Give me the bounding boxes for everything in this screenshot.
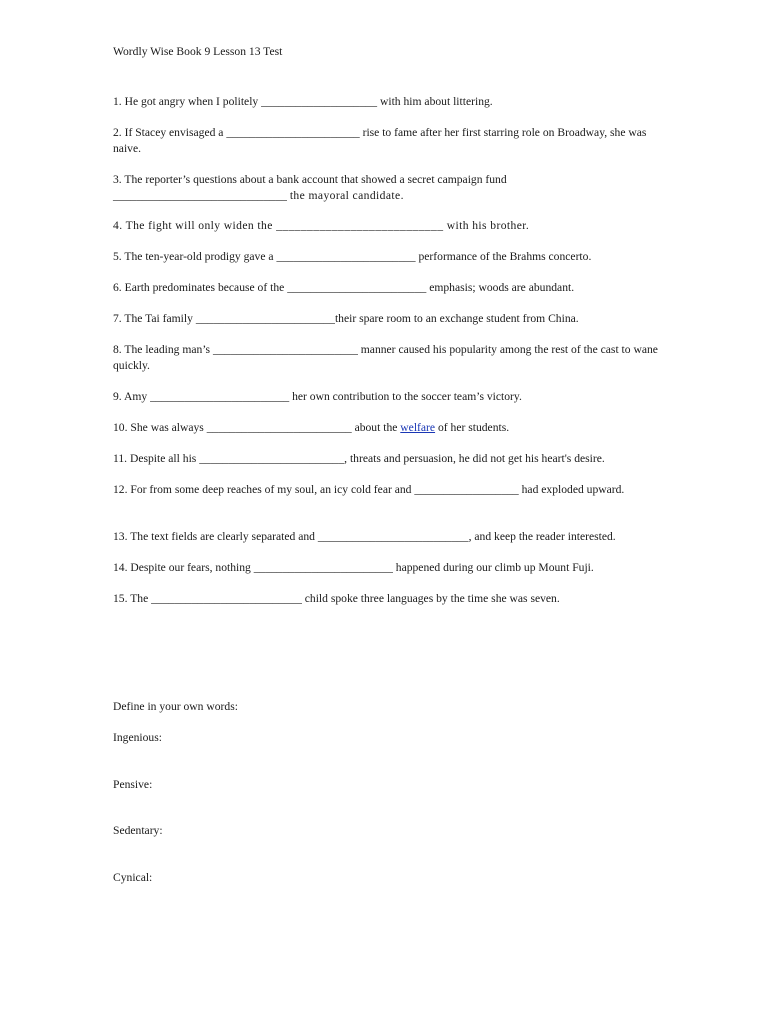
define-word-ingenious: Ingenious: — [113, 731, 162, 744]
question-text-before: The fight will only widen the — [125, 219, 273, 232]
question-number: 14. — [113, 561, 128, 574]
question-12 — [113, 482, 658, 498]
question-text-before: Despite our fears, nothing — [130, 561, 251, 574]
question-text-before: He got angry when I politely — [124, 95, 259, 108]
answer-blank: ________________________ — [253, 561, 393, 574]
question-number: 3. — [113, 173, 122, 186]
question-text-after: child spoke three languages by the time she was seven. — [304, 592, 560, 605]
question-3 — [113, 172, 658, 203]
question-number: 4. — [113, 219, 123, 232]
question-number: 5. — [113, 250, 122, 263]
question-text-after: with his brother. — [446, 219, 530, 232]
question-text-after: her own contribution to the soccer team’s victory. — [292, 390, 522, 403]
answer-blank: __________________________ — [151, 592, 302, 605]
question-15 — [113, 591, 658, 607]
question-text-before: The text fields are clearly separated and — [130, 530, 315, 543]
answer-blank: ________________________ — [287, 281, 427, 294]
question-text-after: manner caused his popularity among the rest of the cast to wane quickly. — [113, 343, 658, 372]
answer-blank: __________________ — [414, 483, 519, 496]
question-text-after: and keep the reader interested. — [474, 530, 616, 543]
question-text-after: emphasis; woods are abundant. — [429, 281, 575, 294]
question-text-before: Despite all his — [129, 452, 197, 465]
answer-blank: ____________________ — [261, 95, 378, 108]
question-text-after: rise to fame after her first starring role on Broadway, she was naive. — [113, 126, 647, 155]
question-text-before: The — [130, 592, 149, 605]
question-text-after-link: of her students. — [437, 421, 510, 434]
question-8 — [113, 342, 658, 373]
answer-blank: ________________________ — [150, 390, 290, 403]
define-word-sedentary: Sedentary: — [113, 824, 163, 837]
question-text-before: For from some deep reaches of my soul, an icy cold fear and — [130, 483, 412, 496]
question-text-after: performance of the Brahms concerto. — [418, 250, 592, 263]
question-number: 10. — [113, 421, 128, 434]
answer-blank: _______________________ — [226, 126, 360, 139]
question-6 — [113, 280, 658, 296]
question-text-after: happened during our climb up Mount Fuji. — [395, 561, 594, 574]
question-number: 15. — [113, 592, 128, 605]
answer-blank: __________________________, — [317, 530, 472, 543]
define-word-cynical: Cynical: — [113, 871, 153, 884]
question-5 — [113, 249, 658, 265]
question-text-before: If Stacey envisaged a — [124, 126, 224, 139]
question-number: 6. — [113, 281, 122, 294]
question-2 — [113, 125, 658, 156]
question-text-after: the mayoral candidate. — [289, 188, 404, 202]
question-14 — [113, 560, 658, 576]
answer-blank: ______________________________ — [113, 188, 287, 202]
question-text-before: The leading man’s — [124, 343, 211, 356]
question-text-before: Earth predominates because of the — [124, 281, 285, 294]
question-text-before: She was always — [130, 421, 204, 434]
question-text-after: with him about littering. — [379, 95, 493, 108]
question-1 — [113, 94, 658, 110]
question-text-before: Amy — [123, 390, 148, 403]
question-text-after: their spare room to an exchange student from China. — [334, 312, 579, 325]
question-number: 1. — [113, 95, 122, 108]
question-9 — [113, 389, 658, 405]
document-title: Wordly Wise Book 9 Lesson 13 Test — [113, 45, 283, 58]
question-text-before: The ten-year-old prodigy gave a — [124, 250, 274, 263]
question-number: 2. — [113, 126, 122, 139]
question-13 — [113, 529, 658, 545]
answer-blank: ___________________________ — [276, 219, 444, 232]
answer-blank: ________________________ — [195, 312, 335, 325]
answer-blank: _________________________ — [212, 343, 358, 356]
question-number: 12. — [113, 483, 128, 496]
question-number: 11. — [113, 452, 128, 465]
define-word-pensive: Pensive: — [113, 778, 153, 791]
question-number: 9. — [113, 390, 122, 403]
question-11 — [113, 451, 658, 467]
answer-blank: _________________________ — [206, 421, 352, 434]
question-number: 13. — [113, 530, 128, 543]
question-text-after: had exploded upward. — [521, 483, 625, 496]
welfare-link[interactable]: welfare — [400, 421, 436, 434]
question-10 — [113, 420, 658, 436]
question-7 — [113, 311, 658, 327]
question-4 — [113, 218, 658, 234]
question-text-after: about the — [354, 421, 398, 434]
question-number: 8. — [113, 343, 122, 356]
define-heading: Define in your own words: — [113, 700, 238, 713]
question-text-after: threats and persuasion, he did not get his heart's desire. — [349, 452, 605, 465]
answer-blank: ________________________ — [276, 250, 416, 263]
question-text-before: The reporter’s questions about a bank account that showed a secret campaign fund — [124, 173, 507, 186]
question-text-before: The Tai family — [124, 312, 193, 325]
question-number: 7. — [113, 312, 122, 325]
answer-blank: _________________________, — [199, 452, 348, 465]
